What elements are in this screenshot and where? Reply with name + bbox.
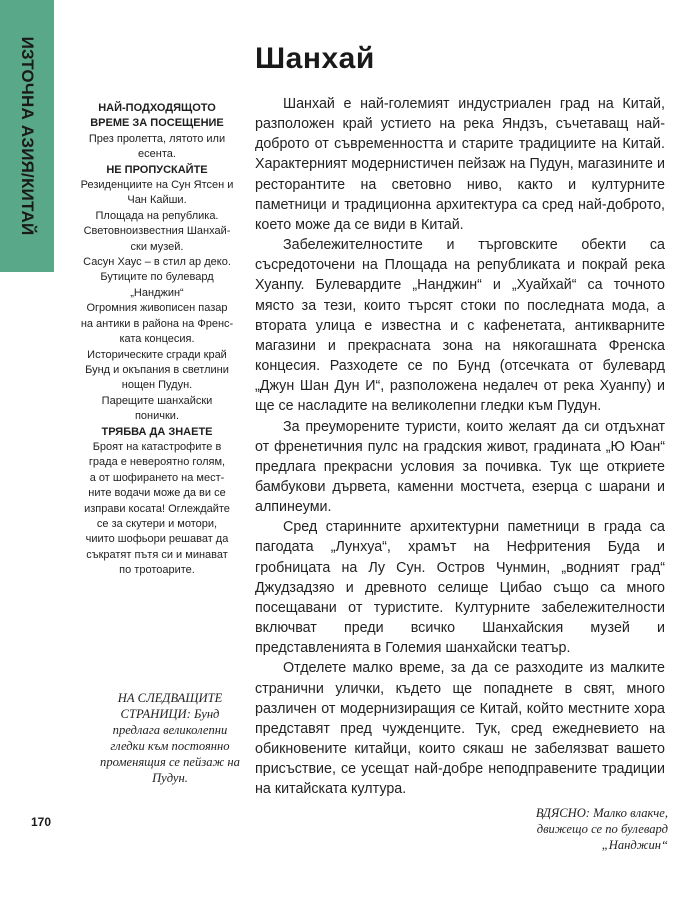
article-body <box>255 94 665 799</box>
sidebar-line: ните водачи може да ви се <box>88 487 226 500</box>
sidebar-heading-dont-miss: НЕ ПРОПУСКАЙТЕ <box>106 163 208 176</box>
caption-line: „Нанджин“ <box>601 838 668 852</box>
caption-next-pages <box>95 690 245 786</box>
sidebar-line: Историческите сгради край <box>87 348 227 361</box>
info-sidebar <box>72 101 242 579</box>
page-number: 170 <box>31 815 52 829</box>
list-item <box>72 270 242 301</box>
article-paragraph: Шанхай е най-големият индустриален град на Китай, разположен край устието на река Яндзъ, съчетаващ най-доброто от съвременността и старите традициите на Китай. Характерният модернистичен пейзаж на Пудун, магазините и ресторантите на световно ниво, както и културните паметници и традиционна архитектура са сред най-доброто, което може да се види в Китай. <box>255 96 665 233</box>
sidebar-line: „Нанджин“ <box>130 286 184 299</box>
caption-line: СТРАНИЦИ: Бунд <box>120 707 220 721</box>
sidebar-line: Резиденциите на Сун Ятсен и <box>80 179 234 192</box>
list-item <box>72 224 242 255</box>
sidebar-line: а от шофирането на мест- <box>89 471 225 484</box>
sidebar-line: През пролетта, лятото или <box>88 132 226 145</box>
dont-miss-list <box>72 178 242 425</box>
sidebar-line: ски музей. <box>130 240 184 253</box>
sidebar-line: нощен Пудун. <box>121 379 193 392</box>
caption-line: движещо се по булевард <box>536 822 668 836</box>
sidebar-line: Световноизвестния Шанхай- <box>83 225 231 238</box>
sidebar-line: по тротоарите. <box>119 564 195 577</box>
list-item <box>72 301 242 347</box>
page-title: Шанхай <box>255 42 375 75</box>
sidebar-line: Чан Кайши. <box>127 194 187 207</box>
article-paragraph: Отделете малко време, за да се разходите из малките странични улички, където ще попаднете в свят, много различен от модернизиращия се Китай, който местните хора представят пред чужденците. Тук, сред ежедневието на обикновените китайци, които сякаш не забелязват вашето присъствие, се усещат най-добре неподправените традиции на китайската култура. <box>255 660 665 798</box>
caption-line: Пудун. <box>152 771 188 785</box>
sidebar-line: понички. <box>134 410 180 423</box>
caption-line: променящия се пейзаж на <box>100 755 240 769</box>
sidebar-line: есента. <box>138 148 176 161</box>
caption-right <box>478 805 668 853</box>
good-to-know-text <box>72 440 242 579</box>
list-item <box>72 209 242 224</box>
sidebar-line: Броят на катастрофите в <box>92 440 222 453</box>
list-item <box>72 178 242 209</box>
sidebar-line: Бунд и окъпания в светлини <box>85 363 229 376</box>
sidebar-line: Площада на република. <box>95 209 219 222</box>
article-paragraph: Забележителностите и търговските обекти са съсредоточени на Площада на републиката и покрай река Хуанпу. Булевардите „Нанджин“ и „Хуайхай“ са точното място за тези, които търсят стоки по последната мода, а втората улица е известна и с кафенетата, антикварните магазини и прекрасната зона на някогашната Френска концесия. Разходете се по Бунд (отсечката от булевард „Джун Шан Дун И“, разположена недалеч от река Хуанпу) и ще се насладите на великолепни гледки към Пудун. <box>255 237 665 415</box>
list-item <box>72 255 242 270</box>
caption-line: гледки към постоянно <box>110 739 230 753</box>
list-item <box>72 394 242 425</box>
sidebar-line: града е невероятно голям, <box>88 456 226 469</box>
sidebar-line: на антики в района на Френс- <box>80 317 234 330</box>
sidebar-line: се за скутери и мотори, <box>96 517 218 530</box>
sidebar-line: Огромния живописен пазар <box>86 302 228 315</box>
caption-line: предлага великолепни <box>112 723 228 737</box>
caption-line: ВДЯСНО: Малко влакче, <box>535 806 668 820</box>
sidebar-line: Парещите шанхайски <box>101 394 213 407</box>
article-paragraph: Сред старинните архитектурни паметници в града са пагодата „Лунхуа“, храмът на Нефритения Буда и гробницата на Лу Сун. Остров Чунмин, „водният град“ Джудзадзяо и древното селище Цибао също са много посещавани от туристите. Културните забележителности включват преди всичко Шанхайския музей и представленията в Големия шанхайски театър. <box>255 519 665 657</box>
caption-line: НА СЛЕДВАЩИТЕ <box>117 691 223 705</box>
sidebar-line: чиито шофьори решават да <box>85 533 229 546</box>
sidebar-line: ката концесия. <box>119 333 195 346</box>
sidebar-line: Сасун Хаус – в стил ар деко. <box>83 256 231 269</box>
list-item <box>72 348 242 394</box>
sidebar-line: изправи косата! Оглеждайте <box>84 502 230 515</box>
sidebar-heading-good-to-know: ТРЯБВА ДА ЗНАЕТЕ <box>101 425 213 438</box>
sidebar-heading-line: ВРЕМЕ ЗА ПОСЕЩЕНИЕ <box>90 117 224 130</box>
section-tab-label: ИЗТОЧНА АЗИЯ/КИТАЙ <box>18 36 37 236</box>
best-time-text <box>72 132 242 163</box>
sidebar-heading-best-time <box>72 101 242 132</box>
article-paragraph: За преуморените туристи, които желаят да си отдъхнат от френетичния пулс на градския живот, градината „Ю Юан“ предлага прекрасни условия за почивка. Тук ще откриете бамбукови дървета, каменни мостчета, езерца с шарани и алпинеуми. <box>255 418 665 516</box>
sidebar-line: Бутиците по булевард <box>100 271 214 284</box>
sidebar-line: съкратят пътя си и минават <box>86 548 228 561</box>
sidebar-heading-line: НАЙ-ПОДХОДЯЩОТО <box>98 102 216 114</box>
section-tab <box>0 0 54 272</box>
